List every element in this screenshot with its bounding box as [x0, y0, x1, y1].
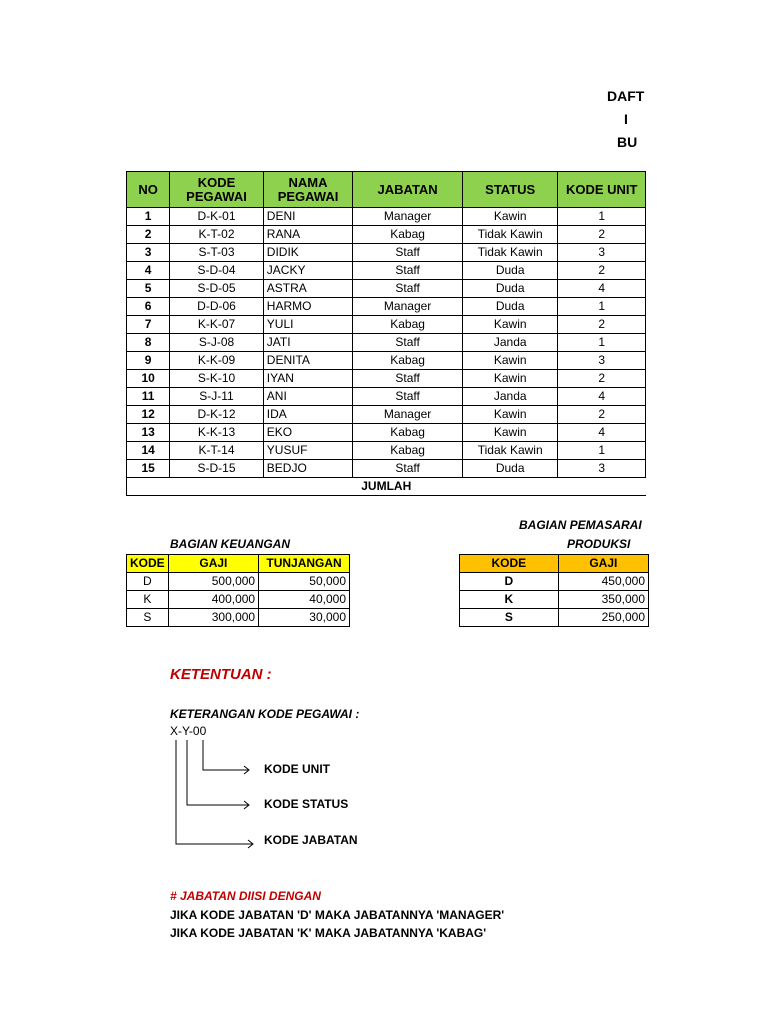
cell-nama-pegawai: IDA [263, 406, 353, 424]
pemasaran-table [459, 554, 649, 627]
keuangan-label: BAGIAN KEUANGAN [170, 537, 290, 551]
cell-jabatan: Staff [353, 370, 463, 388]
keuangan-header-gaji: GAJI [168, 555, 258, 573]
cell-jabatan: Manager [353, 208, 463, 226]
cell-nama-pegawai: YULI [263, 316, 353, 334]
cell-nama-pegawai: YUSUF [263, 442, 353, 460]
cell-kode-pegawai: S-T-03 [170, 244, 264, 262]
cell-jabatan: Kabag [353, 226, 463, 244]
cell-kode-pegawai: K-T-14 [170, 442, 264, 460]
table-row [127, 280, 646, 298]
pemasaran-row [460, 573, 649, 591]
pemasaran-header-kode: KODE [460, 555, 559, 573]
keuangan-cell-kode: S [127, 609, 169, 627]
cell-jabatan: Kabag [353, 352, 463, 370]
pemasaran-row [460, 591, 649, 609]
keuangan-cell-gaji: 300,000 [168, 609, 258, 627]
table-row [127, 370, 646, 388]
keuangan-header-tunjangan: TUNJANGAN [259, 555, 350, 573]
keuangan-cell-tunjangan: 30,000 [259, 609, 350, 627]
cell-kode-unit: 1 [558, 442, 646, 460]
cell-kode-pegawai: S-K-10 [170, 370, 264, 388]
cell-status: Kawin [462, 352, 558, 370]
pemasaran-cell-kode: K [460, 591, 559, 609]
cell-kode-unit: 4 [558, 280, 646, 298]
keuangan-row [127, 573, 350, 591]
cell-nama-pegawai: HARMO [263, 298, 353, 316]
cell-status: Kawin [462, 406, 558, 424]
cell-jabatan: Staff [353, 388, 463, 406]
table-row [127, 424, 646, 442]
pemasaran-header [460, 555, 649, 573]
kode-jabatan-label: KODE JABATAN [264, 833, 358, 847]
kode-unit-label: KODE UNIT [264, 762, 330, 776]
cell-kode-unit: 2 [558, 226, 646, 244]
cell-no: 6 [127, 298, 170, 316]
keuangan-cell-kode: K [127, 591, 169, 609]
cell-jabatan: Staff [353, 460, 463, 478]
cell-kode-pegawai: S-J-11 [170, 388, 264, 406]
employee-table [126, 171, 646, 496]
cell-kode-unit: 3 [558, 244, 646, 262]
pemasaran-label: BAGIAN PEMASARAI [519, 518, 642, 532]
keuangan-row [127, 591, 350, 609]
jumlah-row [127, 478, 646, 496]
header-kode-unit: KODE UNIT [558, 172, 646, 208]
cell-no: 11 [127, 388, 170, 406]
pemasaran-cell-gaji: 350,000 [558, 591, 648, 609]
cell-kode-unit: 2 [558, 370, 646, 388]
pemasaran-row [460, 609, 649, 627]
cell-status: Kawin [462, 370, 558, 388]
cell-nama-pegawai: EKO [263, 424, 353, 442]
cell-status: Janda [462, 388, 558, 406]
cell-kode-pegawai: D-K-12 [170, 406, 264, 424]
pemasaran-cell-gaji: 250,000 [558, 609, 648, 627]
cell-status: Duda [462, 280, 558, 298]
table-row [127, 460, 646, 478]
cell-nama-pegawai: DIDIK [263, 244, 353, 262]
cell-kode-unit: 1 [558, 208, 646, 226]
cell-nama-pegawai: DENITA [263, 352, 353, 370]
table-row [127, 334, 646, 352]
header-kode-pegawai: KODE PEGAWAI [170, 172, 264, 208]
cell-status: Tidak Kawin [462, 244, 558, 262]
cell-nama-pegawai: JATI [263, 334, 353, 352]
cell-no: 3 [127, 244, 170, 262]
cell-kode-unit: 3 [558, 460, 646, 478]
table-row [127, 298, 646, 316]
table-row [127, 262, 646, 280]
kode-status-label: KODE STATUS [264, 797, 349, 811]
cell-nama-pegawai: RANA [263, 226, 353, 244]
cell-kode-pegawai: S-J-08 [170, 334, 264, 352]
cell-no: 7 [127, 316, 170, 334]
jumlah-label: JUMLAH [127, 478, 646, 496]
cell-no: 8 [127, 334, 170, 352]
cell-no: 13 [127, 424, 170, 442]
cell-status: Duda [462, 262, 558, 280]
kode-diagram [160, 738, 270, 850]
cell-no: 9 [127, 352, 170, 370]
cell-kode-unit: 3 [558, 352, 646, 370]
cell-kode-pegawai: D-K-01 [170, 208, 264, 226]
keuangan-cell-gaji: 400,000 [168, 591, 258, 609]
cell-status: Tidak Kawin [462, 226, 558, 244]
cell-kode-unit: 1 [558, 334, 646, 352]
cell-jabatan: Staff [353, 262, 463, 280]
cell-kode-pegawai: K-K-07 [170, 316, 264, 334]
pemasaran-header-gaji: GAJI [558, 555, 648, 573]
keuangan-cell-gaji: 500,000 [168, 573, 258, 591]
keuangan-row [127, 609, 350, 627]
cell-no: 1 [127, 208, 170, 226]
cell-no: 10 [127, 370, 170, 388]
title-line-1: DAFT [607, 88, 645, 104]
cell-status: Kawin [462, 424, 558, 442]
table-row [127, 316, 646, 334]
cell-nama-pegawai: BEDJO [263, 460, 353, 478]
cell-kode-unit: 1 [558, 298, 646, 316]
cell-kode-unit: 2 [558, 262, 646, 280]
cell-no: 15 [127, 460, 170, 478]
keuangan-cell-tunjangan: 40,000 [259, 591, 350, 609]
table-row [127, 406, 646, 424]
title-line-3: BU [617, 134, 638, 150]
header-jabatan: JABATAN [353, 172, 463, 208]
header-nama-pegawai: NAMA PEGAWAI [263, 172, 353, 208]
cell-kode-pegawai: S-D-04 [170, 262, 264, 280]
keuangan-header-kode: KODE [127, 555, 169, 573]
cell-nama-pegawai: DENI [263, 208, 353, 226]
cell-nama-pegawai: ANI [263, 388, 353, 406]
cell-no: 12 [127, 406, 170, 424]
pemasaran-cell-kode: S [460, 609, 559, 627]
cell-jabatan: Staff [353, 244, 463, 262]
keuangan-cell-kode: D [127, 573, 169, 591]
title-line-2: I [624, 111, 628, 127]
cell-kode-pegawai: K-K-09 [170, 352, 264, 370]
header-status: STATUS [462, 172, 558, 208]
keuangan-table [126, 554, 350, 627]
employee-table-header [127, 172, 646, 208]
cell-jabatan: Staff [353, 280, 463, 298]
cell-nama-pegawai: ASTRA [263, 280, 353, 298]
cell-kode-unit: 2 [558, 406, 646, 424]
rule-manager: JIKA KODE JABATAN 'D' MAKA JABATANNYA 'MANAGER' [170, 908, 505, 922]
cell-jabatan: Kabag [353, 316, 463, 334]
table-row [127, 226, 646, 244]
cell-kode-pegawai: D-D-06 [170, 298, 264, 316]
cell-kode-unit: 4 [558, 388, 646, 406]
cell-jabatan: Staff [353, 334, 463, 352]
pemasaran-cell-gaji: 450,000 [558, 573, 648, 591]
cell-status: Tidak Kawin [462, 442, 558, 460]
table-row [127, 208, 646, 226]
cell-status: Janda [462, 334, 558, 352]
cell-status: Duda [462, 298, 558, 316]
cell-nama-pegawai: IYAN [263, 370, 353, 388]
table-row [127, 244, 646, 262]
cell-kode-unit: 2 [558, 316, 646, 334]
cell-jabatan: Kabag [353, 424, 463, 442]
rule-kabag: JIKA KODE JABATAN 'K' MAKA JABATANNYA 'KABAG' [170, 926, 487, 940]
cell-no: 2 [127, 226, 170, 244]
cell-status: Kawin [462, 208, 558, 226]
pemasaran-cell-kode: D [460, 573, 559, 591]
cell-no: 5 [127, 280, 170, 298]
cell-kode-pegawai: K-T-02 [170, 226, 264, 244]
keuangan-cell-tunjangan: 50,000 [259, 573, 350, 591]
header-no: NO [127, 172, 170, 208]
cell-kode-pegawai: S-D-15 [170, 460, 264, 478]
cell-kode-pegawai: S-D-05 [170, 280, 264, 298]
ketentuan-heading: KETENTUAN : [170, 666, 272, 683]
keuangan-header [127, 555, 350, 573]
kode-format: X-Y-00 [170, 724, 207, 738]
cell-jabatan: Manager [353, 406, 463, 424]
cell-status: Duda [462, 460, 558, 478]
arrow-kode-unit [203, 740, 248, 770]
arrow-kode-status [187, 740, 248, 805]
cell-jabatan: Kabag [353, 442, 463, 460]
cell-nama-pegawai: JACKY [263, 262, 353, 280]
table-row [127, 442, 646, 460]
table-row [127, 352, 646, 370]
cell-jabatan: Manager [353, 298, 463, 316]
produksi-label: PRODUKSI [567, 537, 631, 551]
keterangan-label: KETERANGAN KODE PEGAWAI : [170, 707, 360, 721]
jabatan-heading: # JABATAN DIISI DENGAN [170, 889, 321, 903]
cell-no: 14 [127, 442, 170, 460]
cell-no: 4 [127, 262, 170, 280]
cell-status: Kawin [462, 316, 558, 334]
cell-kode-pegawai: K-K-13 [170, 424, 264, 442]
cell-kode-unit: 4 [558, 424, 646, 442]
table-row [127, 388, 646, 406]
